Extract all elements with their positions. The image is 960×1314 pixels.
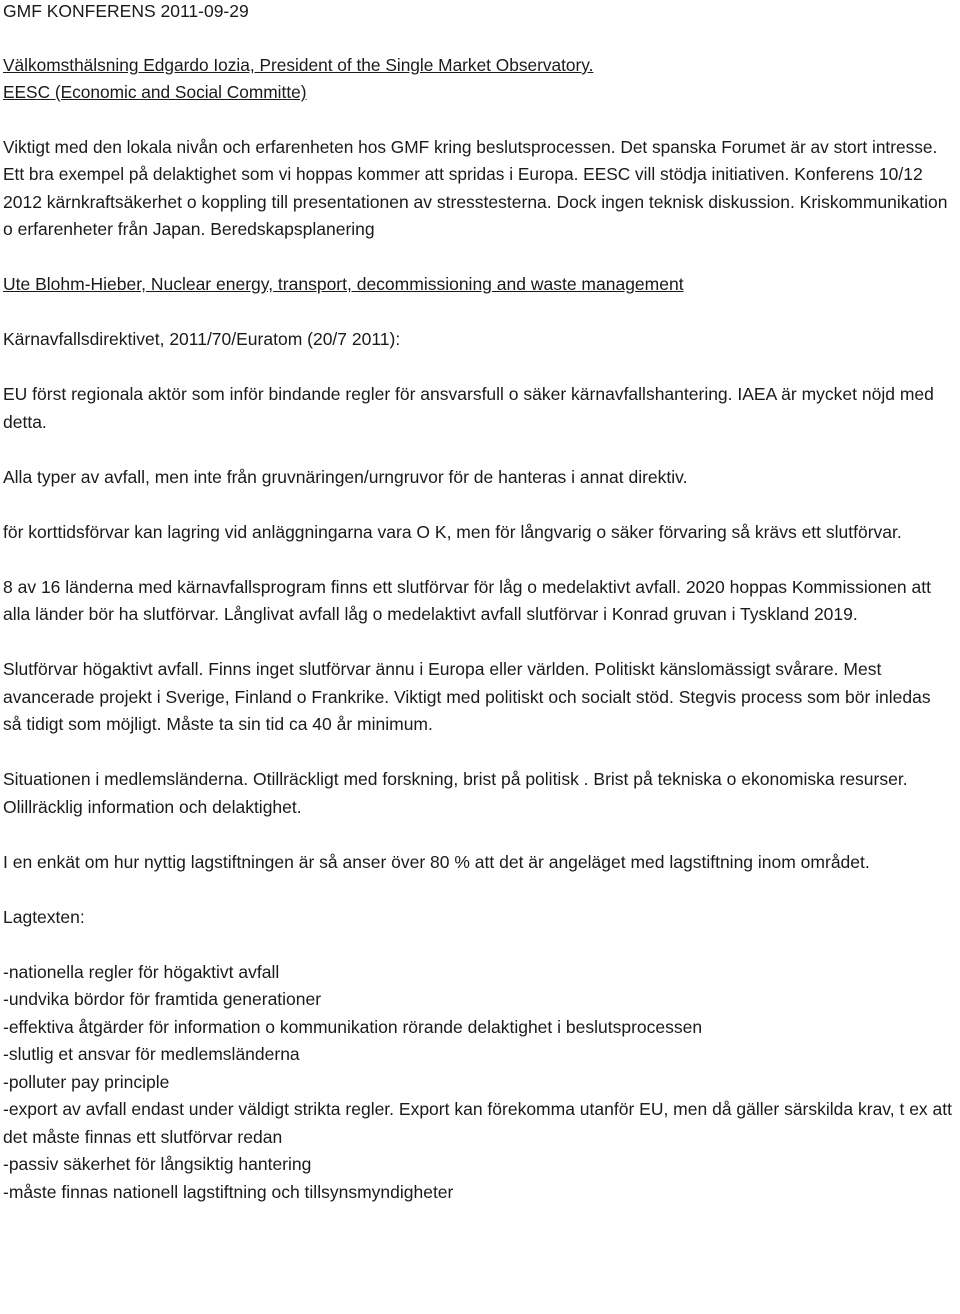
paragraph-short-term-storage: för korttidsförvar kan lagring vid anläggningarna vara O K, men för långvarig o säker förvaring så krävs ett slutförvar. — [3, 521, 902, 542]
document-title: GMF KONFERENS 2011-09-29 — [3, 1, 249, 21]
spacer — [3, 739, 953, 767]
list-item: -passiv säkerhet för långsiktig hantering — [3, 1154, 312, 1174]
list-item: -effektiva åtgärder för information o kommunikation rörande delaktighet i beslutsprocessen — [3, 1016, 703, 1037]
list-item: -slutlig et ansvar för medlemsländerna — [3, 1044, 300, 1064]
list-item: -undvika bördor för framtida generationer — [3, 989, 322, 1009]
list-item: -måste finnas nationell lagstiftning och tillsynsmyndigheter — [3, 1181, 454, 1202]
lagtext-list — [3, 959, 953, 1207]
intro-paragraph-arial: Viktigt med den lokala nivån och erfarenheten hos GMF kring beslutsprocessen. Det spanska Forumet är av stort intresse. Ett bra exempel på delaktighet som vi hoppas kommer att spridas i Europa. EESC vill — [3, 136, 938, 184]
spacer — [3, 491, 953, 519]
spacer — [3, 821, 953, 849]
paragraph-high-level-waste: Slutförvar högaktivt avfall. Finns inget slutförvar ännu i Europa eller världen. Politiskt känslomässigt svårare. Mest avancerade projekt i Sverige, Finland o Frankrike. Viktigt med politiskt och socialt stöd. Stegvis process som bör inledas så tidigt som möjligt. Måste ta sin tid ca 40 år minimum. — [3, 659, 931, 734]
document-page — [3, 0, 953, 1206]
list-item: -export av avfall endast under väldigt strikta regler. Export kan förekomma utanför EU, men då gäller särskilda krav, t ex att det måste finnas ett slutförvar redan — [3, 1099, 952, 1147]
directive-line: Kärnavfallsdirektivet, 2011/70/Euratom (20/7 2011): — [3, 329, 401, 349]
list-item: -nationella regler för högaktivt avfall — [3, 961, 280, 982]
spacer — [3, 299, 953, 327]
intro-paragraph-rest: stödja initiativen. Konferens 10/12 2012 kärnkraftsäkerhet o koppling till presentationen av stresstesterna. Dock ingen teknisk diskussion. Kriskommunikation o erfarenheter från Japan. Beredskapsplanering — [3, 164, 948, 239]
spacer — [3, 931, 953, 959]
eesc-line: EESC (Economic and Social Committe) — [3, 82, 307, 102]
lagtext-heading: Lagtexten: — [3, 906, 85, 927]
spacer — [3, 106, 953, 134]
spacer — [3, 436, 953, 464]
spacer — [3, 546, 953, 574]
welcome-line: Välkomsthälsning Edgardo Iozia, President of the Single Market Observatory. — [3, 55, 594, 75]
list-item: -polluter pay principle — [3, 1071, 170, 1092]
paragraph-eu-first: EU först regionala aktör som inför bindande regler för ansvarsfull o säker kärnavfallshantering. IAEA är mycket nöjd med detta. — [3, 384, 934, 432]
spacer — [3, 22, 953, 52]
spacer — [3, 629, 953, 657]
paragraph-survey: I en enkät om hur nyttig lagstiftningen är så anser över 80 % att det är angeläget med lagstiftning inom området. — [3, 851, 870, 872]
paragraph-repositories: 8 av 16 länderna med kärnavfallsprogram finns ett slutförvar för låg o medelaktivt avfall. 2020 hoppas Kommissionen att alla länder bör ha slutförvar. Långlivat avfall låg o medelaktivt avfall slutförvar i Konrad gruvan i Tyskland 2019. — [3, 576, 931, 624]
spacer — [3, 244, 953, 272]
speaker-heading: Ute Blohm-Hieber, Nuclear energy, transport, decommissioning and waste management — [3, 274, 684, 294]
paragraph-waste-types: Alla typer av avfall, men inte från gruvnäringen/urngruvor för de hanteras i annat direktiv. — [3, 466, 688, 487]
paragraph-member-states: Situationen i medlemsländerna. Otillräckligt med forskning, brist på politisk . Brist på tekniska o ekonomiska resurser. Olillräcklig information och delaktighet. — [3, 769, 908, 817]
spacer — [3, 354, 953, 382]
intro-paragraph — [3, 134, 953, 244]
spacer — [3, 876, 953, 904]
